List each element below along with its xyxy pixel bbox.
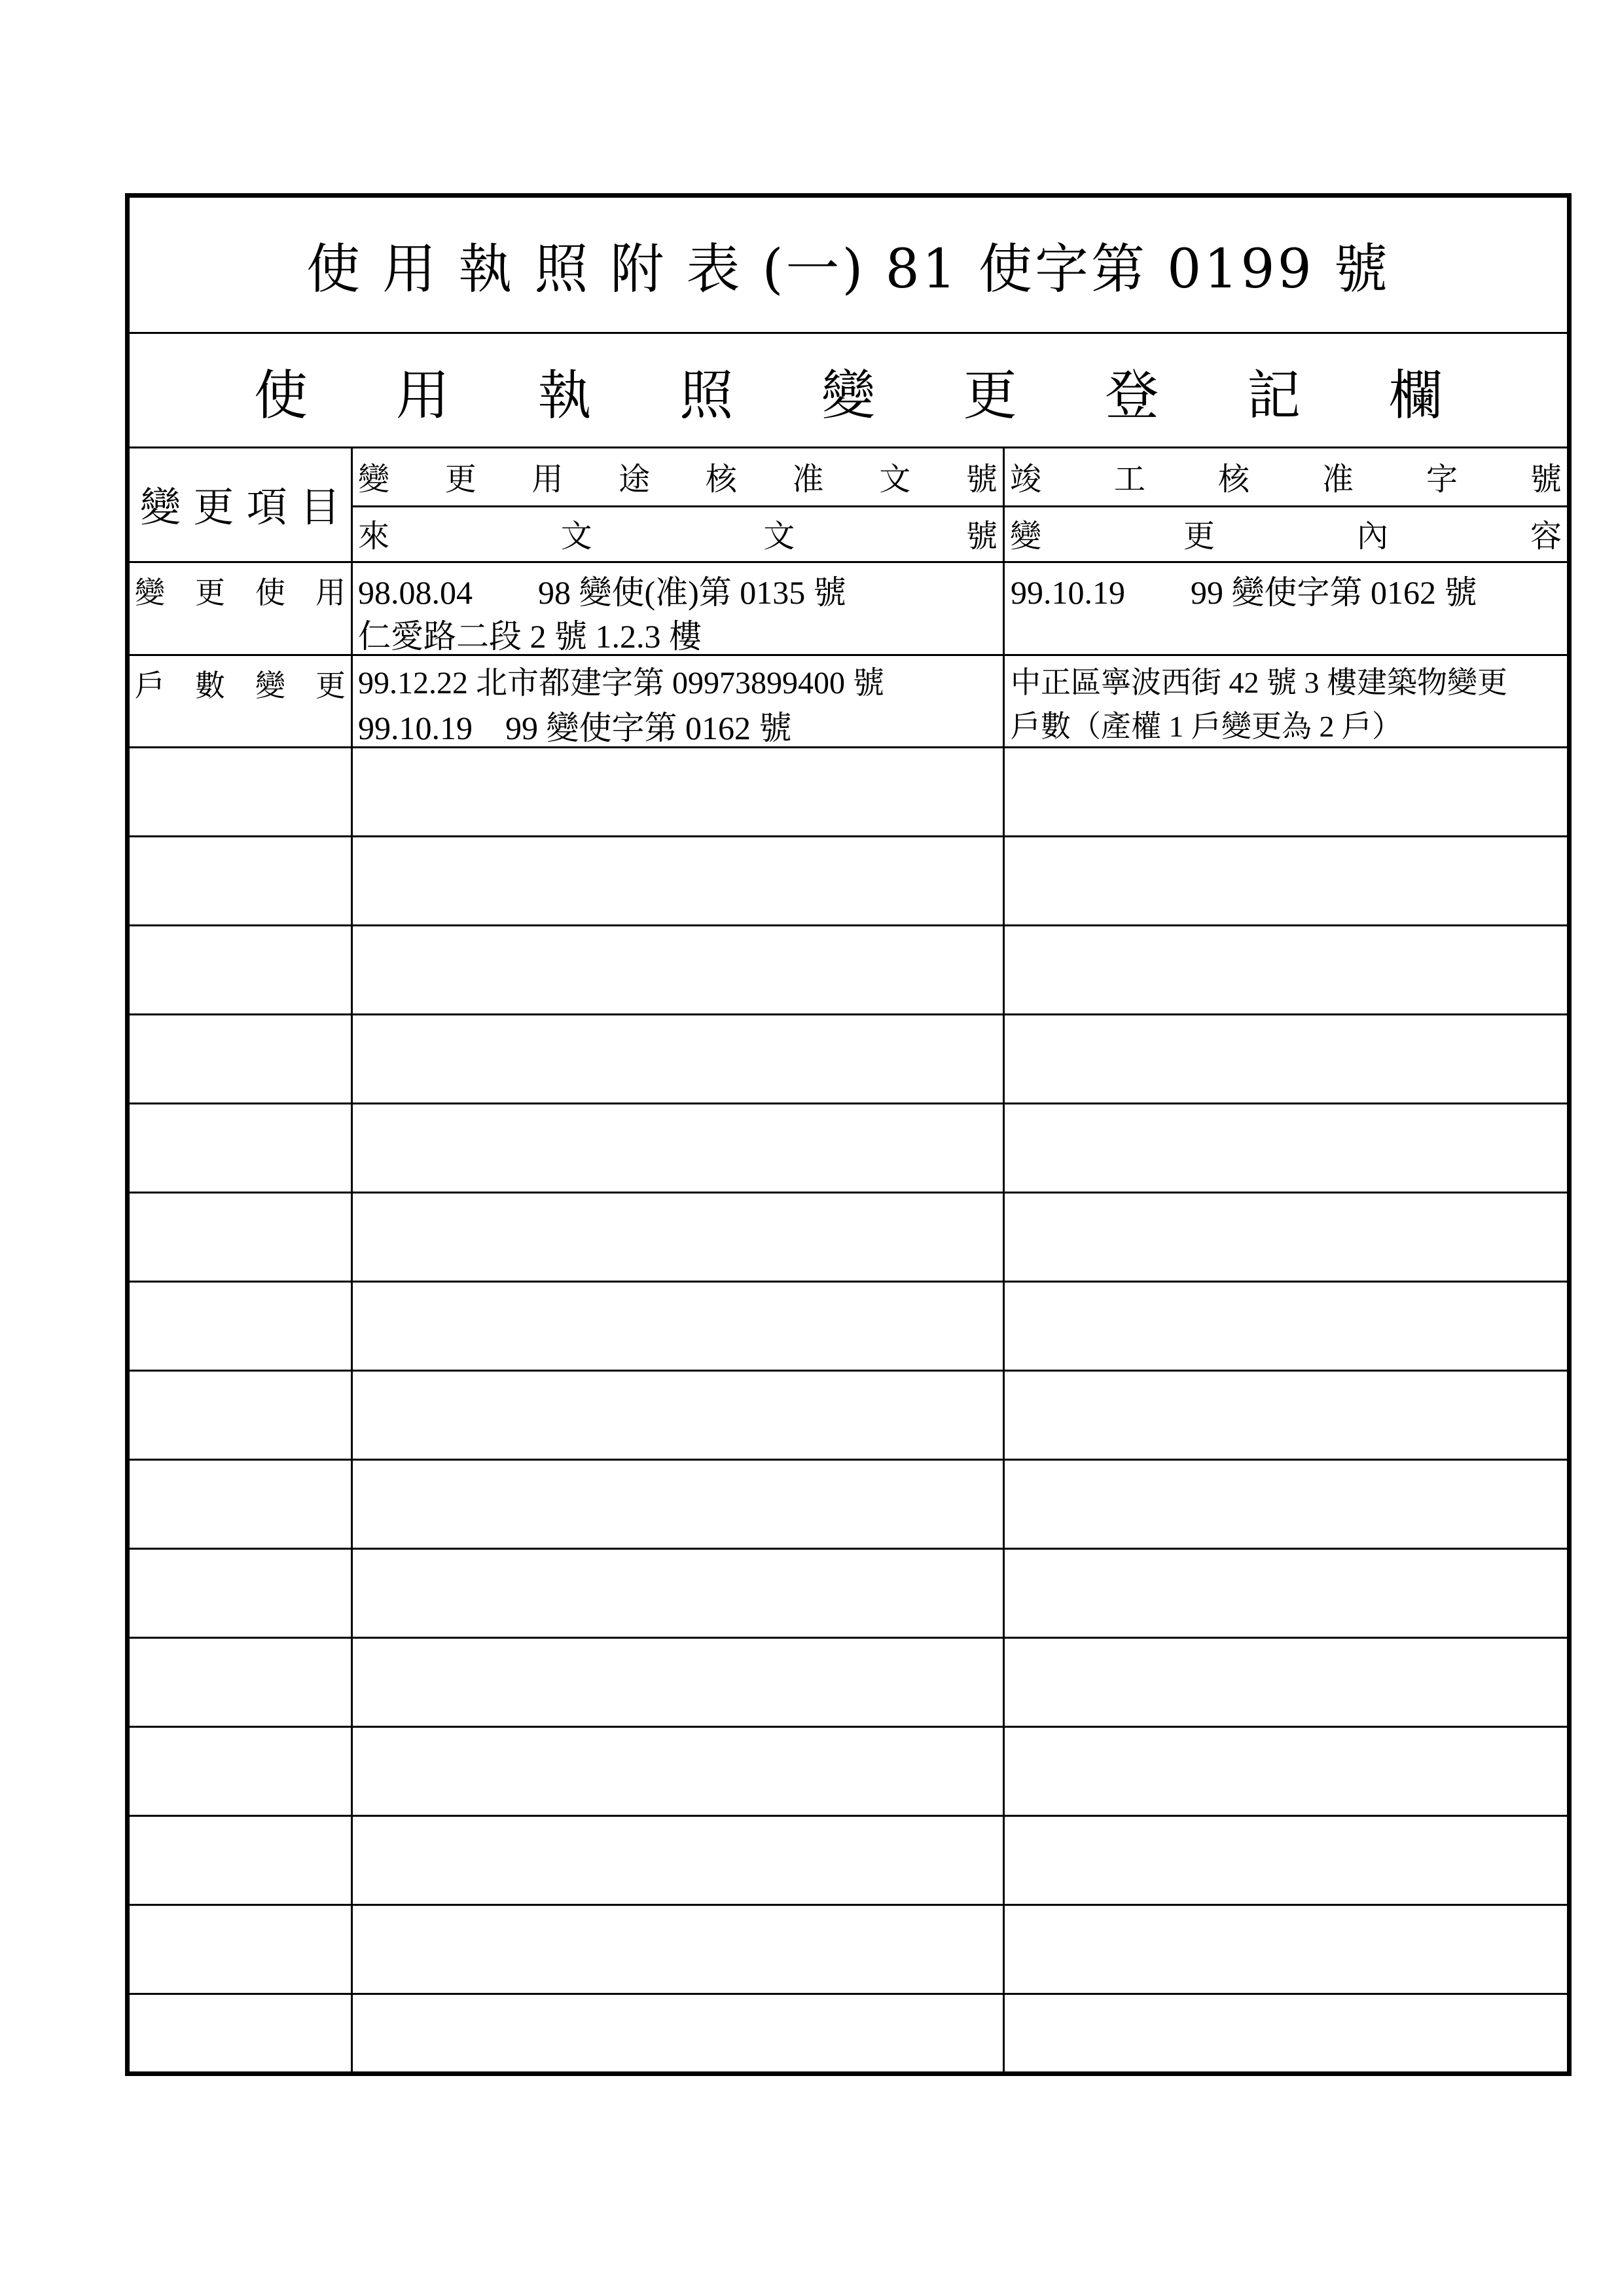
header-char: 變 <box>358 460 390 498</box>
section-title-char: 欄 <box>1388 364 1443 427</box>
header-char: 更 <box>444 460 476 498</box>
row-1-doc-line-2: 仁愛路二段 2 號 1.2.3 樓 <box>358 618 702 655</box>
header-char: 更 <box>193 483 234 531</box>
divider <box>130 1370 1567 1372</box>
header-char: 目 <box>299 483 340 531</box>
change-content-header <box>1005 505 1567 561</box>
column-divider <box>351 446 353 2076</box>
header-char: 項 <box>246 483 287 531</box>
divider <box>130 1013 1567 1015</box>
section-title-char: 使 <box>254 364 308 427</box>
header-char: 變 <box>140 483 181 531</box>
divider <box>130 835 1567 837</box>
header-char: 准 <box>1321 460 1354 498</box>
header-char: 號 <box>965 460 998 498</box>
header-char: 號 <box>965 518 998 555</box>
divider <box>130 1637 1567 1639</box>
divider <box>130 1102 1567 1104</box>
divider <box>130 1548 1567 1550</box>
item-char: 戶 <box>135 668 165 703</box>
divider <box>130 1726 1567 1728</box>
form-title: 使 用 執 照 附 表 (一) 81 使字第 0199 號 <box>306 238 1390 301</box>
divider <box>130 1459 1567 1461</box>
item-char: 變 <box>255 668 285 703</box>
header-char: 字 <box>1426 460 1458 498</box>
row-2-doc-line-2: 99.10.19 99 變使字第 0162 號 <box>358 710 792 746</box>
divider <box>130 654 1567 656</box>
section-title-char: 更 <box>963 364 1017 427</box>
header-char: 容 <box>1530 518 1562 555</box>
header-char: 內 <box>1356 518 1388 555</box>
item-char: 更 <box>195 575 225 610</box>
header-char: 用 <box>531 460 564 498</box>
change-item-header <box>130 446 351 561</box>
row-1-content-line-1: 99.10.19 99 變使字第 0162 號 <box>1011 574 1477 611</box>
header-char: 核 <box>1217 460 1249 498</box>
header-char: 核 <box>705 460 737 498</box>
header-char: 途 <box>619 460 651 498</box>
section-title-char: 用 <box>395 364 450 427</box>
header-char: 竣 <box>1010 460 1042 498</box>
item-char: 變 <box>135 575 165 610</box>
row-1-doc-line-1: 98.08.04 98 變使(准)第 0135 號 <box>358 574 846 611</box>
usage-permit-form <box>125 193 1572 2076</box>
section-title <box>130 335 1567 446</box>
completion-approval-number-header <box>1005 446 1567 505</box>
section-title-char: 記 <box>1247 364 1301 427</box>
divider <box>130 1904 1567 1906</box>
row-2-doc-line-1: 99.12.22 北市都建字第 09973899400 號 <box>358 666 885 701</box>
divider <box>130 924 1567 926</box>
row-2-content-line-1: 中正區寧波西街 42 號 3 樓建築物變更 <box>1011 666 1507 699</box>
header-char: 更 <box>1183 518 1215 555</box>
divider <box>130 1993 1567 1995</box>
header-char: 文 <box>879 460 911 498</box>
header-char: 號 <box>1530 460 1562 498</box>
header-char: 准 <box>792 460 824 498</box>
divider <box>130 746 1567 748</box>
row-item-label <box>130 571 351 610</box>
divider <box>130 1192 1567 1194</box>
header-char: 工 <box>1113 460 1145 498</box>
section-title-char: 變 <box>821 364 875 427</box>
section-title-char: 照 <box>679 364 734 427</box>
header-char: 文 <box>763 518 795 555</box>
approval-doc-number-header <box>353 446 1003 505</box>
section-title-char: 登 <box>1105 364 1159 427</box>
header-char: 來 <box>358 518 390 555</box>
divider <box>130 561 1567 563</box>
divider <box>353 505 1567 507</box>
header-char: 文 <box>560 518 592 555</box>
header-char: 變 <box>1010 518 1042 555</box>
item-char: 用 <box>315 575 346 610</box>
item-char: 使 <box>255 575 285 610</box>
item-char: 數 <box>195 668 225 703</box>
section-title-char: 執 <box>537 364 592 427</box>
row-2-content-line-2: 戶數（產權 1 戶變更為 2 戶） <box>1011 710 1402 743</box>
row-item-label <box>130 664 351 703</box>
column-divider <box>1003 446 1005 2076</box>
item-char: 更 <box>315 668 346 703</box>
divider <box>130 332 1567 334</box>
divider <box>130 1281 1567 1283</box>
divider <box>130 1815 1567 1817</box>
incoming-doc-number-header <box>353 505 1003 561</box>
